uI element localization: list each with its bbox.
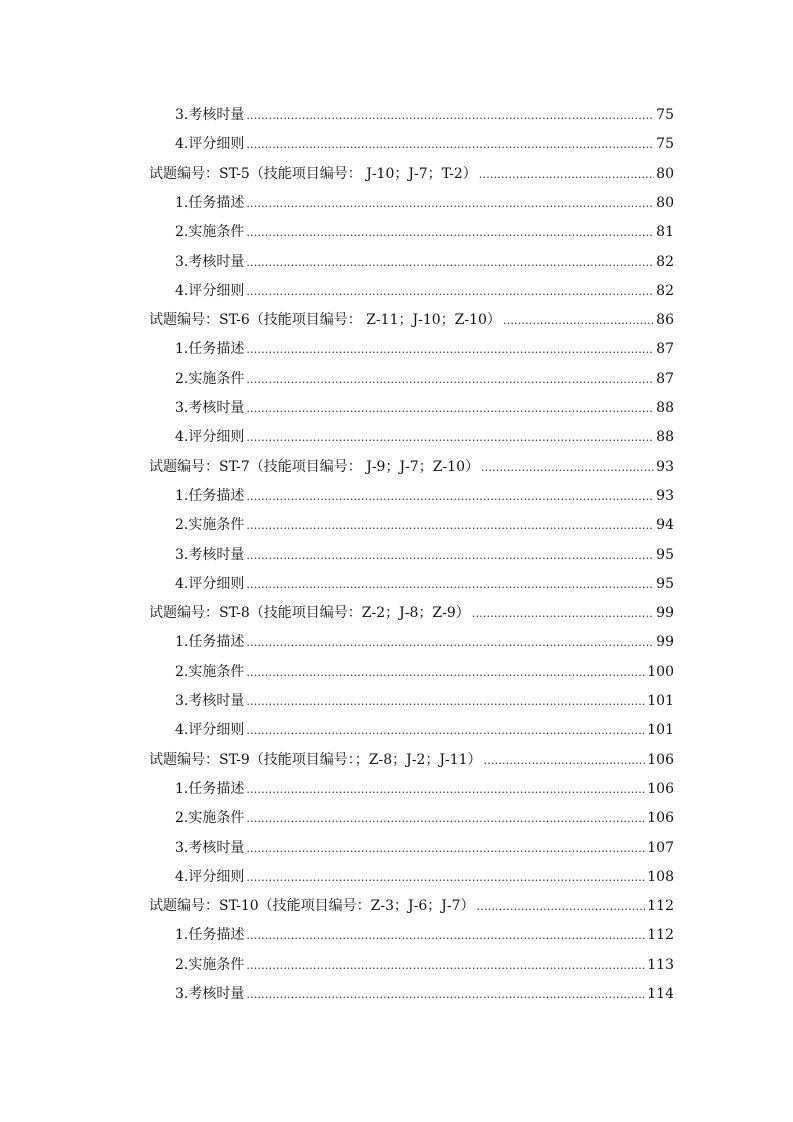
toc-entry-label: 4.评分细则 bbox=[175, 282, 245, 299]
toc-entry-page-number: 88 bbox=[656, 429, 674, 446]
toc-entry-subsection[interactable] bbox=[175, 104, 674, 126]
toc-entry-subsection[interactable] bbox=[175, 631, 674, 653]
toc-entry-page-number: 75 bbox=[656, 136, 674, 153]
toc-entry-subsection[interactable] bbox=[175, 192, 674, 214]
toc-entry-label: 3.考核时量 bbox=[175, 546, 245, 563]
toc-entry-exam-item[interactable] bbox=[149, 895, 674, 917]
toc-entry-page-number: 108 bbox=[647, 868, 674, 885]
dot-leader bbox=[246, 925, 645, 947]
toc-entry-page-number: 80 bbox=[656, 165, 674, 182]
toc-entry-subsection[interactable] bbox=[175, 719, 674, 741]
toc-entry-label: 2.实施条件 bbox=[175, 517, 245, 534]
toc-entry-page-number: 112 bbox=[647, 927, 674, 944]
dot-leader bbox=[484, 750, 646, 772]
toc-entry-subsection[interactable] bbox=[175, 807, 674, 829]
toc-entry-page-number: 88 bbox=[656, 400, 674, 416]
toc-entry-page-number: 113 bbox=[647, 956, 674, 973]
toc-entry-page-number: 106 bbox=[647, 780, 674, 797]
toc-entry-subsection[interactable] bbox=[175, 251, 674, 273]
toc-entry-label: 3.考核时量 bbox=[175, 400, 245, 416]
toc-entry-label: 3.考核时量 bbox=[175, 986, 245, 1002]
toc-entry-subsection[interactable] bbox=[175, 514, 674, 536]
toc-entry-page-number: 99 bbox=[656, 605, 674, 622]
toc-entry-label: 1.任务描述 bbox=[175, 780, 245, 797]
toc-entry-subsection[interactable] bbox=[175, 280, 674, 302]
toc-entry-label: 2.实施条件 bbox=[175, 224, 245, 241]
dot-leader bbox=[246, 574, 654, 596]
toc-entry-page-number: 87 bbox=[656, 341, 674, 358]
dot-leader bbox=[246, 486, 654, 508]
toc-entry-label: 试题编号：ST-7（技能项目编号： J-9；J-7；Z-10） bbox=[149, 458, 479, 475]
toc-entry-subsection[interactable] bbox=[175, 866, 674, 888]
dot-leader bbox=[246, 720, 645, 742]
toc-entry-subsection[interactable] bbox=[175, 133, 674, 155]
toc-entry-exam-item[interactable] bbox=[149, 749, 674, 771]
toc-entry-page-number: 99 bbox=[656, 634, 674, 651]
toc-entry-subsection[interactable] bbox=[175, 485, 674, 507]
toc-entry-exam-item[interactable] bbox=[149, 163, 674, 185]
toc-entry-subsection[interactable] bbox=[175, 983, 674, 1005]
toc-entry-page-number: 100 bbox=[647, 663, 674, 680]
dot-leader bbox=[503, 310, 654, 332]
dot-leader bbox=[246, 222, 654, 244]
dot-leader bbox=[246, 808, 645, 830]
dot-leader bbox=[246, 515, 654, 537]
dot-leader bbox=[477, 896, 646, 918]
dot-leader bbox=[246, 838, 645, 860]
toc-entry-page-number: 82 bbox=[656, 253, 674, 270]
toc-entry-label: 1.任务描述 bbox=[175, 341, 245, 358]
dot-leader bbox=[246, 281, 654, 303]
toc-entry-page-number: 80 bbox=[656, 194, 674, 211]
toc-entry-label: 4.评分细则 bbox=[175, 429, 245, 446]
toc-entry-label: 试题编号：ST-5（技能项目编号： J-10；J-7；T-2） bbox=[149, 165, 477, 182]
toc-entry-subsection[interactable] bbox=[175, 221, 674, 243]
toc-entry-page-number: 101 bbox=[647, 722, 674, 739]
toc-entry-page-number: 106 bbox=[647, 751, 674, 768]
toc-entry-subsection[interactable] bbox=[175, 924, 674, 946]
dot-leader bbox=[481, 457, 654, 479]
dot-leader bbox=[246, 369, 654, 391]
dot-leader bbox=[246, 867, 645, 889]
toc-entry-label: 3.考核时量 bbox=[175, 107, 245, 123]
dot-leader bbox=[246, 105, 654, 127]
toc-entry-page-number: 93 bbox=[656, 458, 674, 475]
dot-leader bbox=[246, 779, 645, 801]
toc-entry-page-number: 106 bbox=[647, 810, 674, 827]
toc-entry-page-number: 94 bbox=[656, 517, 674, 534]
toc-entry-label: 1.任务描述 bbox=[175, 634, 245, 651]
toc-entry-label: 2.实施条件 bbox=[175, 956, 245, 973]
toc-entry-subsection[interactable] bbox=[175, 426, 674, 448]
toc-entry-subsection[interactable] bbox=[175, 837, 674, 859]
toc-entry-label: 1.任务描述 bbox=[175, 927, 245, 944]
toc-entry-exam-item[interactable] bbox=[149, 456, 674, 478]
dot-leader bbox=[246, 545, 654, 567]
dot-leader bbox=[246, 632, 654, 654]
toc-entry-subsection[interactable] bbox=[175, 368, 674, 390]
toc-entry-subsection[interactable] bbox=[175, 573, 674, 595]
toc-entry-label: 3.考核时量 bbox=[175, 693, 245, 709]
toc-entry-subsection[interactable] bbox=[175, 544, 674, 566]
dot-leader bbox=[246, 691, 645, 713]
dot-leader bbox=[246, 984, 645, 1006]
toc-entry-page-number: 93 bbox=[656, 487, 674, 504]
toc-entry-label: 4.评分细则 bbox=[175, 722, 245, 739]
dot-leader bbox=[246, 252, 654, 274]
toc-entry-page-number: 114 bbox=[647, 986, 674, 1002]
toc-entry-label: 4.评分细则 bbox=[175, 868, 245, 885]
toc-entry-label: 1.任务描述 bbox=[175, 487, 245, 504]
toc-entry-page-number: 95 bbox=[656, 546, 674, 563]
dot-leader bbox=[246, 398, 654, 420]
toc-entry-label: 2.实施条件 bbox=[175, 810, 245, 827]
toc-entry-label: 2.实施条件 bbox=[175, 663, 245, 680]
dot-leader bbox=[246, 955, 645, 977]
dot-leader bbox=[246, 134, 654, 156]
toc-entry-page-number: 112 bbox=[647, 898, 674, 915]
toc-entry-label: 3.考核时量 bbox=[175, 253, 245, 270]
toc-entry-page-number: 82 bbox=[656, 282, 674, 299]
toc-entry-label: 2.实施条件 bbox=[175, 370, 245, 387]
toc-entry-label: 1.任务描述 bbox=[175, 194, 245, 211]
toc-entry-page-number: 107 bbox=[647, 839, 674, 856]
toc-entry-exam-item[interactable] bbox=[149, 309, 674, 331]
toc-entry-subsection[interactable] bbox=[175, 661, 674, 683]
toc-entry-page-number: 87 bbox=[656, 370, 674, 387]
toc-entry-label: 3.考核时量 bbox=[175, 839, 245, 856]
toc-entry-subsection[interactable] bbox=[175, 954, 674, 976]
toc-entry-subsection[interactable] bbox=[175, 338, 674, 360]
toc-entry-exam-item[interactable] bbox=[149, 602, 674, 624]
toc-entry-page-number: 81 bbox=[656, 224, 674, 241]
toc-entry-label: 试题编号：ST-10（技能项目编号：Z-3；J-6；J-7） bbox=[149, 898, 475, 915]
toc-entry-page-number: 75 bbox=[656, 107, 674, 123]
dot-leader bbox=[246, 662, 645, 684]
dot-leader bbox=[472, 603, 654, 625]
toc-entry-label: 4.评分细则 bbox=[175, 575, 245, 592]
toc-entry-page-number: 86 bbox=[656, 312, 674, 329]
toc-entry-label: 试题编号：ST-8（技能项目编号：Z-2；J-8；Z-9） bbox=[149, 605, 470, 622]
toc-entry-page-number: 95 bbox=[656, 575, 674, 592]
dot-leader bbox=[246, 193, 654, 215]
dot-leader bbox=[246, 339, 654, 361]
dot-leader bbox=[479, 164, 654, 186]
toc-entry-label: 4.评分细则 bbox=[175, 136, 245, 153]
toc-entry-subsection[interactable] bbox=[175, 397, 674, 419]
toc-entry-subsection[interactable] bbox=[175, 778, 674, 800]
toc-entry-label: 试题编号：ST-9（技能项目编号：；Z-8；J-2；J-11） bbox=[149, 751, 482, 768]
toc-entry-page-number: 101 bbox=[647, 693, 674, 709]
toc-entry-label: 试题编号：ST-6（技能项目编号： Z-11；J-10；Z-10） bbox=[149, 312, 501, 329]
dot-leader bbox=[246, 427, 654, 449]
toc-entry-subsection[interactable] bbox=[175, 690, 674, 712]
